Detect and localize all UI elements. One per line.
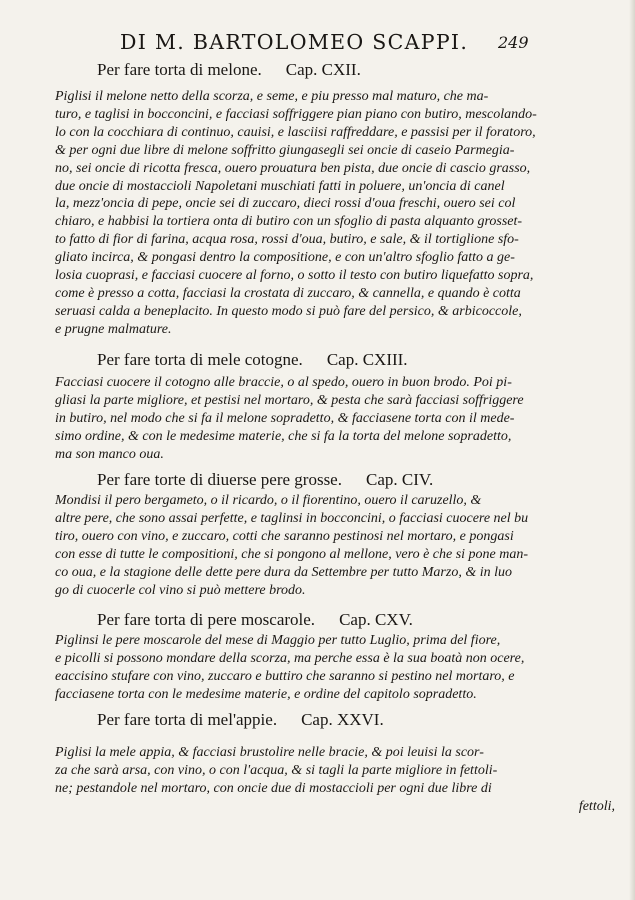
- recipe-heading: [97, 60, 615, 82]
- text-line: seruasi calda a beneplacito. In questo modo si può fare del persico, & arbicoccole,: [55, 303, 522, 319]
- text-line: Piglisi la mele appia, & facciasi brustolire nelle bracie, & poi leuisi la scor-: [55, 745, 484, 760]
- text-line: la, mezz'oncia di pepe, oncie sei di zuccaro, dieci rossi d'oua freschi, ouero sei col: [55, 196, 516, 212]
- text-line: Facciasi cuocere il cotogno alle braccie, o al spedo, ouero in buon brodo. Poi pi-: [55, 375, 512, 390]
- chapter-number: Cap. CIV.: [365, 470, 434, 489]
- text-line: za che sarà arsa, con vino, o con l'acqua, & si tagli la parte migliore in fettoli-: [55, 762, 498, 778]
- recipe-section-melone: [55, 60, 615, 339]
- chapter-number: Cap. CXIII.: [326, 350, 408, 369]
- chapter-number: Cap. XXVI.: [301, 710, 384, 729]
- text-line: turo, e taglisi in bocconcini, e facciasi soffriggere pian piano con butiro, mescolando-: [55, 106, 537, 122]
- recipe-title: Per fare torta di mel'appie.: [97, 710, 278, 729]
- text-line: Piglisi il melone netto della scorza, e seme, e piu presso mal maturo, che ma-: [55, 89, 489, 104]
- text-line: & per ogni due libre di melone soffritto giungasegli sei oncie di caseio Parmegia-: [55, 142, 515, 158]
- text-line: go di cuocerle col vino si può mettere brodo.: [55, 582, 306, 598]
- text-line: in butiro, nel modo che si fa il melone sopradetto, & facciasene torta con il mede-: [55, 410, 515, 426]
- text-line: eaccisino stufare con vino, zuccaro e buttiro che saranno si pestino nel mortaro, e: [55, 668, 515, 684]
- text-line: facciasene torta con le medesime materie, e ordine del capitolo sopradetto.: [55, 686, 477, 702]
- text-line: e prugne malmature.: [55, 321, 172, 337]
- text-line: con esse di tutte le compositioni, che si pongono al mellone, vero è che si pone man-: [55, 546, 529, 562]
- text-line: gliasi la parte migliore, et pestisi nel mortaro, & pesta che sarà facciasi soffriggere: [55, 392, 524, 408]
- recipe-heading: [97, 610, 615, 632]
- chapter-number: Cap. CXII.: [285, 60, 361, 79]
- text-line: Mondisi il pero bergameto, o il ricardo, o il fiorentino, ouero il caruzello, &: [55, 493, 482, 508]
- chapter-number: Cap. CXV.: [339, 610, 413, 629]
- running-head: DI M. BARTOLOMEO SCAPPI.: [120, 30, 469, 54]
- text-line: chiaro, e habbisi la tortiera onta di butiro con un sfoglio di pasta alquanto grosset-: [55, 214, 523, 230]
- text-line: due oncie di mostaccioli Napoletani muschiati fatti in poluere, un'oncia di canel: [55, 178, 505, 194]
- recipe-heading: [97, 710, 615, 732]
- text-line: simo ordine, & con le medesime materie, che si fa la torta del melone sopradetto,: [55, 428, 512, 444]
- recipe-section-pere-grosse: [55, 470, 615, 599]
- text-line: losia cuoprasi, e facciasi cuocere al forno, o sotto il testo con butiro liquefatto sopra,: [55, 268, 534, 284]
- text-line: fettoli,: [578, 798, 615, 814]
- text-line: ma son manco oua.: [55, 446, 164, 462]
- text-line: ne; pestandole nel mortaro, con oncie due di mostaccioli per ogni due libre di: [55, 780, 492, 796]
- text-line: to fatto di fior di farina, acqua rosa, rossi d'oua, butiro, e sale, & il tortiglione sfo-: [55, 232, 519, 248]
- text-line: come è presso a cotta, facciasi la crostata di zuccaro, & cannella, e quando è cotta: [55, 285, 521, 301]
- text-line: tiro, ouero con vino, e zuccaro, cotti che saranno pestinosi nel mortaro, e pongasi: [55, 528, 514, 544]
- recipe-section-pere-moscarole: [55, 610, 615, 704]
- recipe-title: Per fare torta di melone.: [97, 60, 262, 79]
- text-line: gliato incirca, & pongasi dentro la compositione, e con un'altro sfoglio fatto a ge-: [55, 250, 515, 266]
- recipe-heading: [97, 350, 615, 372]
- text-line: lo con la cocchiara di continuo, cauisi, e lasciisi raffreddare, e passisi per il foratoro,: [55, 124, 536, 140]
- recipe-section-mele-cotogne: [55, 350, 615, 464]
- text-line: altre pere, che sono assai perfette, e taglinsi in bocconcini, o facciasi cuocere nel bu: [55, 510, 529, 526]
- recipe-title: Per fare torte di diuerse pere grosse.: [97, 470, 342, 489]
- text-line: co oua, e la stagione delle dette pere dura da Settembre per tutto Marzo, & in luo: [55, 564, 512, 580]
- text-line: no, sei oncie di ricotta fresca, ouero prouatura ben pista, due oncie di cascio grasso,: [55, 160, 531, 176]
- page-number: 249: [498, 33, 529, 52]
- recipe-title: Per fare torta di pere moscarole.: [97, 610, 316, 629]
- recipe-section-mel-appie: [55, 710, 615, 816]
- text-line: e picolli si possono mondare della scorza, ma perche essa è la sua boatà non ocere,: [55, 650, 525, 666]
- text-line: Piglinsi le pere moscarole del mese di Maggio per tutto Luglio, prima del fiore,: [55, 633, 501, 648]
- recipe-title: Per fare torta di mele cotogne.: [97, 350, 303, 369]
- recipe-heading: [97, 470, 615, 492]
- page-spine-shadow: [629, 0, 635, 900]
